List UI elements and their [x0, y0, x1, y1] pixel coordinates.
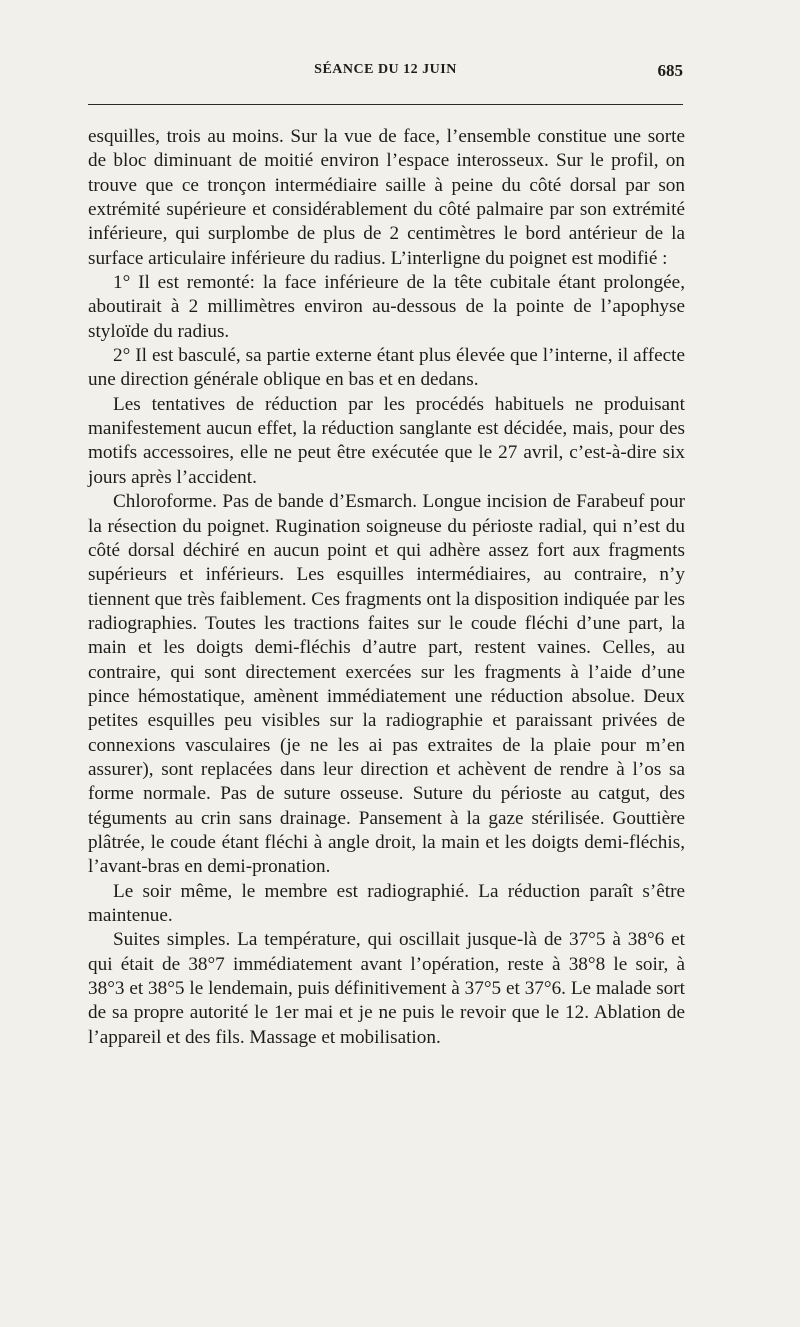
paragraph-reduction-attempts: Les tentatives de réduction par les procédés habituels ne produisant manifestement aucun effet, la réduction sanglante est décidée, mais, pour des motifs accessoires, elle ne peut être exécutée que le 27 avril, c’est-à-dire six jours après l’accident. [88, 393, 685, 488]
paragraph-evening: Le soir même, le membre est radiographié. La réduction paraît s’être maintenue. [88, 880, 685, 926]
running-title: SÉANCE DU 12 JUIN [314, 62, 457, 77]
paragraph-continuation: esquilles, trois au moins. Sur la vue de face, l’ensemble constitue une sorte de bloc diminuant de moitié environ l’espace interosseux. Sur le profil, on trouve que ce tronçon intermédiaire saille à peine du côté dorsal par son extrémité supérieure et considérablement du côté palmaire par son extrémité inférieure, qui surplombe de plus de 2 centimètres le bord antérieur de la surface articulaire inférieure du radius. L’interligne du poignet est modifié : [88, 126, 685, 269]
paragraph-operation: Chloroforme. Pas de bande d’Esmarch. Longue incision de Farabeuf pour la résection du poignet. Rugination soigneuse du périoste radial, qui n’est du côté dorsal déchiré en aucun point et qui adhère assez fort aux fragments supérieurs et inférieurs. Les esquilles intermédiaires, au contraire, n’y tiennent que très faiblement. Ces fragments ont la disposition indiquée par les radiographies. Toutes les tractions faites sur le coude fléchi d’une part, la main et les doigts demi-fléchis d’autre part, restent vaines. Celles, au contraire, qui sont directement exercées sur les fragments à l’aide d’une pince hémostatique, amènent immédiatement une réduction absolue. Deux petites esquilles peu visibles sur la radiographie et paraissant privées de connexions vasculaires (je ne les ai pas extraites de la plaie pour m’en assurer), sont replacées dans leur direction et achèvent de rendre à l’os sa forme normale. Pas de suture osseuse. Suture du périoste au catgut, des téguments au crin sans drainage. Pansement à la gaze stérilisée. Gouttière plâtrée, le coude étant fléchi à angle droit, la main et les doigts demi-fléchis, l’avant-bras en demi-pronation. [88, 491, 685, 878]
page-number: 685 [657, 61, 683, 80]
paragraph-point-1: 1° Il est remonté: la face inférieure de la tête cubitale étant prolongée, aboutirait à 2 millimètres environ au-dessous de la pointe de l’apophyse styloïde du radius. [88, 272, 685, 342]
header-rule [88, 104, 683, 105]
paragraph-point-2: 2° Il est basculé, sa partie externe étant plus élevée que l’interne, il affecte une direction générale oblique en bas et en dedans. [88, 345, 685, 391]
body-text [88, 125, 685, 1050]
running-head [88, 62, 683, 88]
paragraph-aftermath: Suites simples. La température, qui oscillait jusque-là de 37°5 à 38°6 et qui était de 38°7 immédiatement avant l’opération, reste à 38°8 le soir, à 38°3 et 38°5 le lendemain, puis définitivement à 37°5 et 37°6. Le malade sort de sa propre autorité le 1er mai et je ne puis le revoir que le 12. Ablation de l’appareil et des fils. Massage et mobilisation. [88, 929, 685, 1048]
